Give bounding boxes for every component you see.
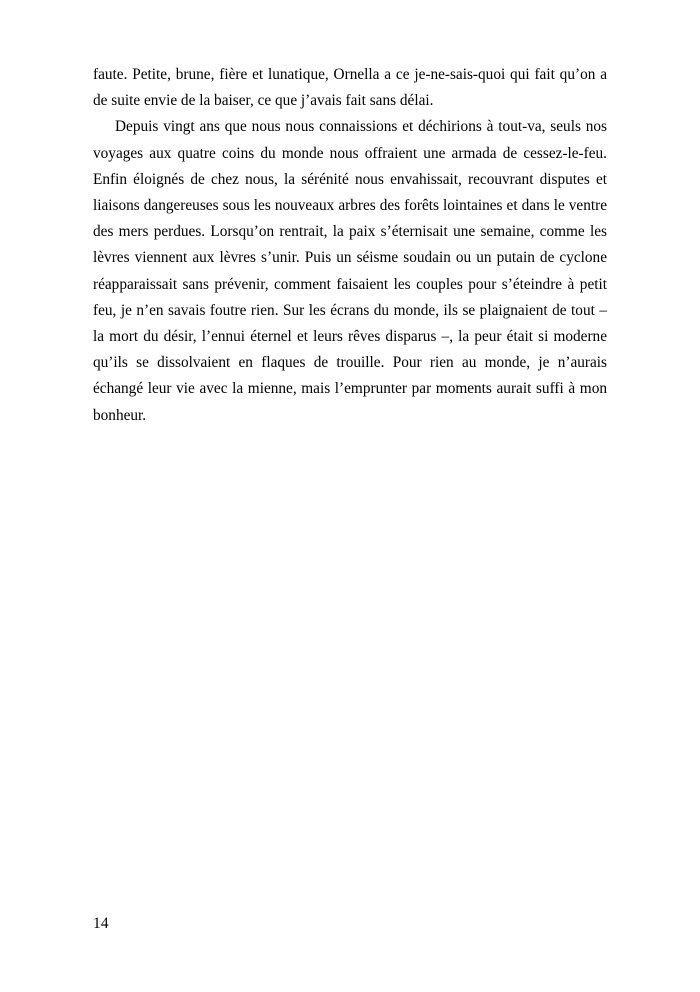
page-number: 14 xyxy=(93,915,109,932)
page-body-text xyxy=(93,62,607,429)
paragraph-1: faute. Petite, brune, fière et lunatique, Ornella a ce je-ne-sais-quoi qui fait qu’on a de suite envie de la baiser, ce que j’avais fait sans délai. xyxy=(93,66,607,110)
paragraph-2: Depuis vingt ans que nous nous connaissions et déchirions à tout-va, seuls nos voyages aux quatre coins du monde nous offraient une armada de cessez-le-feu. Enfin éloignés de chez nous, la sérénité nous envahissait, recouvrant disputes et liaisons dangereuses sous les nouveaux arbres des forêts lointaines et dans le ventre des mers perdues. Lorsqu’on rentrait, la paix s’éternisait une semaine, comme les lèvres viennent aux lèvres s’unir. Puis un séisme soudain ou un putain de cyclone réapparaissait sans prévenir, comment faisaient les couples pour s’éteindre à petit feu, je n’en savais foutre rien. Sur les écrans du monde, ils se plaignaient de tout – la mort du désir, l’ennui éternel et leurs rêves disparus –, la peur était si moderne qu’ils se dissolvaient en flaques de trouille. Pour rien au monde, je n’aurais échangé leur vie avec la mienne, mais l’emprunter par moments aurait suffi à mon bonheur. xyxy=(93,118,607,424)
